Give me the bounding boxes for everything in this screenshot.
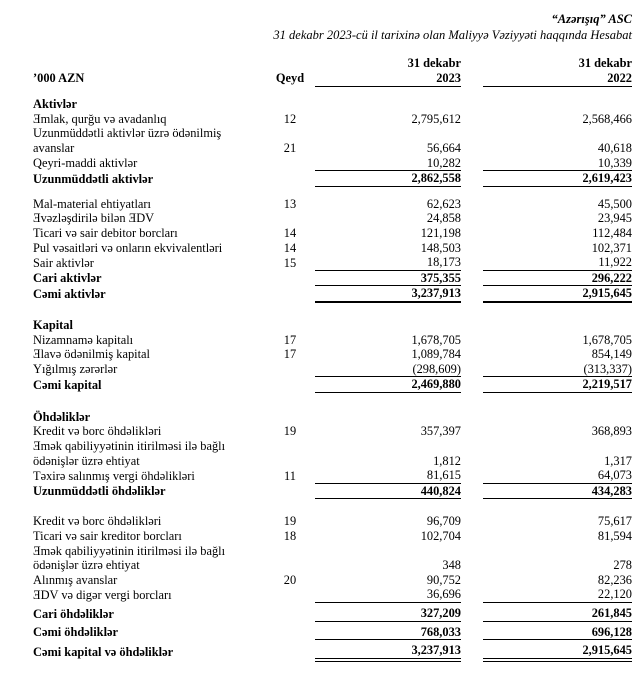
table-row [33, 529, 632, 544]
row-value-2023: 62,623 [426, 196, 461, 211]
spacer-row [33, 302, 632, 318]
row-label: Sair aktivlər [33, 255, 94, 270]
row-value-2022: 278 [613, 558, 632, 573]
row-value-2022: 854,149 [591, 347, 632, 362]
row-value-2022: 368,893 [591, 424, 632, 439]
column-gap [461, 544, 483, 573]
row-value-2023: 96,709 [426, 514, 461, 529]
row-value-2023: 121,198 [420, 225, 461, 240]
table-header [33, 56, 632, 97]
row-label: Cəmi aktivlər [33, 287, 106, 302]
row-spacer [33, 499, 632, 515]
table-row [33, 347, 632, 362]
row-note: 20 [283, 572, 297, 587]
column-header-2022-line1: 31 dekabr [578, 56, 632, 70]
column-gap [461, 621, 483, 640]
column-header-2022 [483, 56, 632, 87]
row-label: Cari öhdəliklər [33, 606, 114, 621]
table-header-row [33, 56, 632, 87]
row-value-2022: 1,678,705 [582, 332, 632, 347]
row-label: Cəmi kapital və öhdəliklər [33, 645, 174, 660]
row-note: 18 [283, 529, 297, 544]
column-header-2023 [315, 56, 461, 87]
column-gap [461, 156, 483, 171]
row-value-2022: 11,922 [483, 255, 632, 270]
table-row [33, 424, 632, 439]
row-label: Mal-material ehtiyatları [33, 196, 152, 211]
company-name: “Azərışıq” ASC [551, 12, 632, 26]
column-gap [461, 171, 483, 187]
row-note: 21 [283, 140, 297, 155]
row-value-2022: 10,339 [483, 156, 632, 171]
table-row [33, 112, 632, 127]
row-note [265, 621, 315, 640]
row-note [265, 171, 315, 187]
column-header-2022-line2: 2022 [607, 70, 632, 85]
column-gap [461, 529, 483, 544]
row-note: 11 [284, 468, 296, 483]
row-value-2023: 1,812 [433, 453, 461, 468]
table-row [33, 211, 632, 226]
row-value-2022: 75,617 [597, 514, 632, 529]
row-label: Ǝvəzləşdirilə bilən ƎDV [33, 211, 155, 226]
column-gap [461, 226, 483, 241]
row-value-2023: 81,615 [315, 468, 461, 483]
row-label: Pul vəsaitləri və onların ekvivalentləri [33, 240, 223, 255]
column-gap [461, 56, 483, 87]
table-row [33, 241, 632, 256]
row-label: ƎDV və digər vergi borcları [33, 587, 172, 602]
row-value-2023: 3,237,913 [315, 640, 461, 660]
column-gap [461, 483, 483, 499]
row-spacer [33, 186, 632, 197]
column-gap [461, 362, 483, 377]
row-value-2023: 3,237,913 [315, 286, 461, 302]
column-gap [461, 270, 483, 286]
column-gap [461, 439, 483, 468]
row-label: Ǝmlak, qurğu və avadanlıq [33, 111, 167, 126]
row-label: Kredit və borc öhdəlikləri [33, 424, 162, 439]
column-gap [461, 603, 483, 622]
row-note [265, 211, 315, 226]
row-label: Təxirə salınmış vergi öhdəlikləri [33, 468, 195, 483]
row-note [265, 97, 315, 112]
row-label: Qeyri-maddi aktivlər [33, 156, 138, 171]
row-value-2022: 1,317 [604, 453, 632, 468]
row-note: 17 [283, 332, 297, 347]
column-gap [461, 640, 483, 660]
row-note [265, 270, 315, 286]
row-label: Cəmi kapital [33, 377, 102, 392]
row-value-2022: 81,594 [597, 529, 632, 544]
row-value-2022: 2,219,517 [483, 377, 632, 393]
row-note [265, 603, 315, 622]
table-row [33, 640, 632, 660]
row-value-2022: (313,337) [483, 362, 632, 377]
row-value-2023: 148,503 [420, 240, 461, 255]
table-row [33, 333, 632, 348]
table-row [33, 621, 632, 640]
row-value-2023: 348 [442, 558, 461, 573]
row-label: Uzunmüddətli aktivlər [33, 171, 154, 186]
row-value-2023: 2,795,612 [411, 111, 461, 126]
table-row [33, 603, 632, 622]
row-note: 13 [283, 196, 297, 211]
header-gap-row [33, 87, 632, 98]
row-value-2022: 22,120 [483, 587, 632, 602]
row-label: Nizamnamə kapitalı [33, 332, 134, 347]
row-value-2023: 440,824 [315, 483, 461, 499]
row-value-2023: 357,397 [420, 424, 461, 439]
row-note [265, 318, 315, 333]
row-value-2023: 18,173 [315, 255, 461, 270]
row-value-2022: 2,915,645 [483, 640, 632, 660]
row-value-2023: 2,862,558 [315, 171, 461, 187]
row-label: Ticari və sair kreditor borcları [33, 529, 182, 544]
table-row [33, 587, 632, 602]
table-row [33, 377, 632, 393]
row-value-2023: 10,282 [315, 156, 461, 171]
document-title: 31 dekabr 2023-cü il tarixinə olan Maliyyə Vəziyyəti haqqında Hesabat [273, 27, 632, 42]
row-value-2023: 24,858 [426, 211, 461, 226]
row-note [265, 640, 315, 660]
column-gap [461, 410, 483, 425]
row-note [265, 410, 315, 425]
table-row [33, 197, 632, 212]
row-value-2022: 102,371 [591, 240, 632, 255]
row-value-2022 [483, 97, 632, 112]
column-gap [461, 286, 483, 302]
row-value-2023: 327,209 [315, 603, 461, 622]
column-gap [461, 573, 483, 588]
row-value-2023: 36,696 [315, 587, 461, 602]
statement-table-body [33, 97, 632, 660]
spacer-row [33, 186, 632, 197]
currency-header: ’000 AZN [33, 71, 85, 86]
row-note: 19 [283, 514, 297, 529]
table-row [33, 255, 632, 270]
financial-position-table [33, 56, 632, 662]
row-label: Ticari və sair debitor borcları [33, 225, 178, 240]
row-spacer [33, 302, 632, 318]
column-header-2023-line2: 2023 [436, 70, 461, 85]
column-gap [461, 318, 483, 333]
table-row [33, 362, 632, 377]
column-gap [461, 97, 483, 112]
row-value-2023: 102,704 [420, 529, 461, 544]
row-note: 17 [283, 347, 297, 362]
column-gap [461, 347, 483, 362]
row-label: Ǝmək qabiliyyətinin itirilməsi ilə bağlı ödənişlər üzrə ehtiyat [33, 543, 226, 573]
row-note: 12 [283, 111, 297, 126]
row-note [265, 587, 315, 602]
row-label: Uzunmüddətli aktivlər üzrə ödənilmiş avanslar [33, 126, 222, 155]
column-gap [461, 126, 483, 155]
table-row [33, 171, 632, 187]
row-label: Ǝlavə ödənilmiş kapital [33, 347, 150, 362]
row-note: 14 [283, 225, 297, 240]
row-value-2022: 112,484 [592, 225, 632, 240]
table-row [33, 439, 632, 468]
row-value-2022: 261,845 [483, 603, 632, 622]
row-note [265, 286, 315, 302]
column-header-2023-line1: 31 dekabr [407, 56, 461, 70]
row-value-2023: 1,089,784 [411, 347, 461, 362]
row-spacer [33, 392, 632, 410]
row-value-2022 [483, 318, 632, 333]
section-header-row [33, 97, 632, 112]
table-row [33, 514, 632, 529]
row-value-2023: (298,609) [315, 362, 461, 377]
table-row [33, 286, 632, 302]
row-label: Cəmi öhdəliklər [33, 625, 119, 640]
row-value-2023 [315, 97, 461, 112]
column-gap [461, 211, 483, 226]
row-value-2023: 768,033 [315, 621, 461, 640]
table-row [33, 126, 632, 155]
row-note [265, 544, 315, 573]
row-value-2023 [315, 410, 461, 425]
row-value-2022: 64,073 [483, 468, 632, 483]
row-value-2022: 45,500 [597, 196, 632, 211]
row-note [265, 156, 315, 171]
column-gap [461, 514, 483, 529]
row-label: Yığılmış zərərlər [33, 362, 118, 377]
column-gap [461, 255, 483, 270]
row-note [265, 439, 315, 468]
document-header [33, 12, 632, 43]
column-gap [461, 468, 483, 483]
row-value-2023: 1,678,705 [411, 332, 461, 347]
row-label: Cari aktivlər [33, 271, 102, 286]
table-row [33, 468, 632, 483]
row-value-2023 [315, 318, 461, 333]
row-note [265, 362, 315, 377]
column-gap [461, 587, 483, 602]
row-value-2022: 2,619,423 [483, 171, 632, 187]
row-value-2022: 23,945 [597, 211, 632, 226]
section-title: Kapital [33, 317, 73, 332]
row-note [265, 483, 315, 499]
row-value-2022: 296,222 [483, 270, 632, 286]
section-title: Aktivlər [33, 97, 78, 112]
row-label: Kredit və borc öhdəlikləri [33, 514, 162, 529]
header-gap [33, 87, 632, 98]
section-title: Öhdəliklər [33, 409, 91, 424]
column-gap [461, 333, 483, 348]
row-label: Alınmış avanslar [33, 572, 118, 587]
table-row [33, 270, 632, 286]
section-header-row [33, 318, 632, 333]
column-gap [461, 377, 483, 393]
row-value-2022: 2,568,466 [582, 111, 632, 126]
row-note: 14 [283, 240, 297, 255]
table-row [33, 156, 632, 171]
row-note [265, 377, 315, 393]
row-value-2023: 56,664 [426, 140, 461, 155]
row-value-2022: 2,915,645 [483, 286, 632, 302]
row-value-2023: 90,752 [426, 572, 461, 587]
table-row [33, 226, 632, 241]
column-gap [461, 241, 483, 256]
row-value-2022: 434,283 [483, 483, 632, 499]
column-gap [461, 197, 483, 212]
table-row [33, 573, 632, 588]
row-value-2022: 82,236 [597, 572, 632, 587]
row-note: 19 [283, 424, 297, 439]
row-value-2022: 696,128 [483, 621, 632, 640]
table-row [33, 483, 632, 499]
note-column-header: Qeyd [275, 71, 305, 86]
row-value-2022: 40,618 [597, 140, 632, 155]
row-label: Uzunmüddətli öhdəliklər [33, 484, 166, 499]
row-value-2023: 2,469,880 [315, 377, 461, 393]
row-value-2023: 375,355 [315, 270, 461, 286]
column-gap [461, 424, 483, 439]
row-value-2022 [483, 410, 632, 425]
table-row [33, 544, 632, 573]
section-header-row [33, 410, 632, 425]
row-label: Ǝmək qabiliyyətinin itirilməsi ilə bağlı ödənişlər üzrə ehtiyat [33, 439, 226, 468]
spacer-row [33, 499, 632, 515]
row-note: 15 [283, 255, 297, 270]
column-gap [461, 112, 483, 127]
spacer-row [33, 392, 632, 410]
